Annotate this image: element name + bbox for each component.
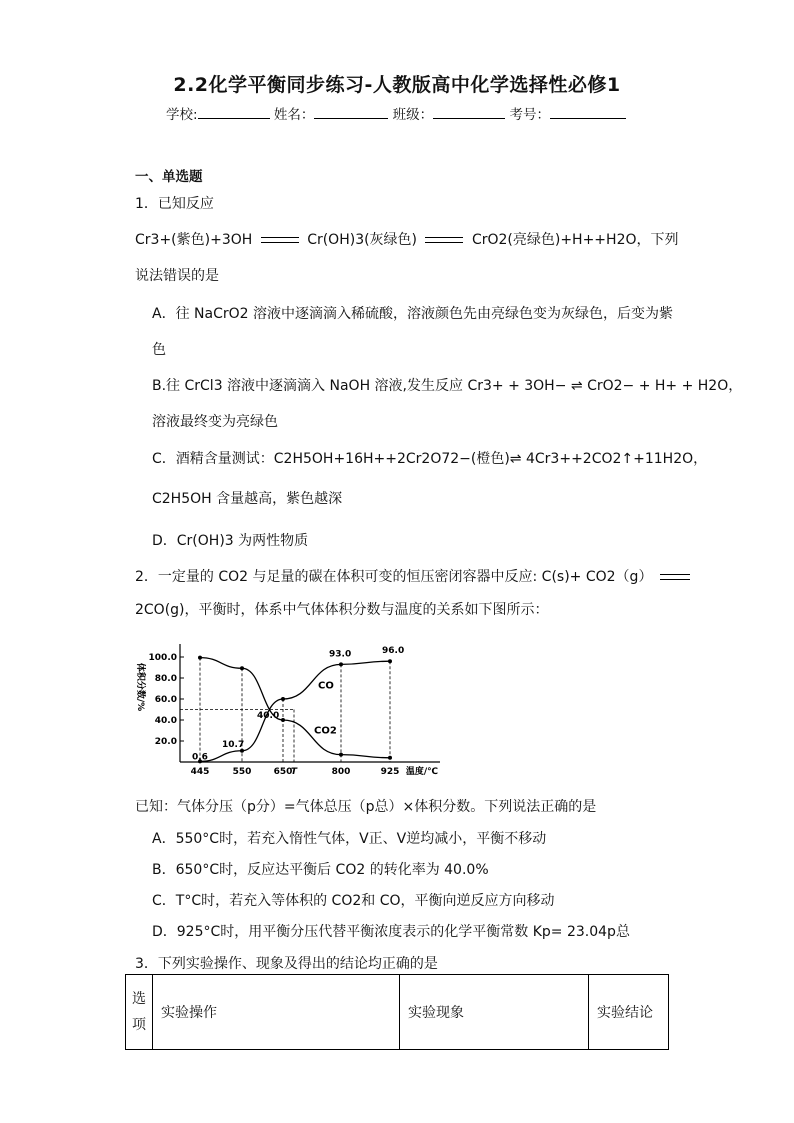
q2-option-d: D．925°C时，用平衡分压代替平衡浓度表示的化学平衡常数 Kp= 23.04p总 <box>152 924 630 940</box>
table-header-operation: 实验操作 <box>153 975 400 1050</box>
q1-eq-right: CrO2(亮绿色)+H++H2O，下列 <box>471 232 679 248</box>
data-label: 10.7 <box>222 739 245 750</box>
equilibrium-arrow-icon <box>261 235 299 245</box>
q1-equation <box>135 229 679 249</box>
data-point <box>339 662 343 666</box>
table-header-option: 选项 <box>126 975 153 1050</box>
y-tick-label: 20.0 <box>154 737 177 747</box>
x-tick-label: 800 <box>331 767 351 777</box>
x-axis-label: 温度/℃ <box>405 767 438 777</box>
table-header-conclusion: 实验结论 <box>589 975 669 1050</box>
q1-eq-mid: Cr(OH)3(灰绿色) <box>307 232 418 248</box>
data-point <box>281 697 285 701</box>
equilibrium-arrow-icon <box>660 572 690 582</box>
q3-stem: 3．下列实验操作、现象及得出的结论均正确的是 <box>135 956 438 972</box>
q1-stem: 1．已知反应 <box>135 196 214 212</box>
name-label: 姓名： <box>273 107 315 123</box>
x-tick-label: 925 <box>380 767 400 777</box>
q2-stem-text: 2．一定量的 CO2 与足量的碳在体积可变的恒压密闭容器中反应: C(s)+ CO2（g） <box>135 569 653 585</box>
section-heading: 一、单选题 <box>135 169 203 185</box>
table-header-phenomenon: 实验现象 <box>400 975 589 1050</box>
page-title: 2.2化学平衡同步练习-人教版高中化学选择性必修1 <box>173 74 621 96</box>
data-label: 0.6 <box>192 752 208 763</box>
x-tick-label: 550 <box>232 767 252 777</box>
q1-option-b-cont: 溶液最终变为亮绿色 <box>152 414 278 430</box>
q3-table <box>125 974 669 1050</box>
data-label: 40.0 <box>257 711 280 721</box>
y-tick-label: 60.0 <box>154 695 177 705</box>
x-tick-label: 650 <box>273 767 293 777</box>
school-label: 学校: <box>166 107 198 123</box>
school-blank <box>198 106 270 119</box>
q2-option-c: C．T°C时，若充入等体积的 CO2和 CO，平衡向逆反应方向移动 <box>152 893 555 909</box>
data-point <box>198 656 202 660</box>
data-point <box>281 718 285 722</box>
q1-eq-left: Cr3+(紫色)+3OH <box>135 232 253 248</box>
series-label-co: CO <box>318 680 334 692</box>
table-header-row <box>126 975 669 1050</box>
x-tick-label: 445 <box>190 767 210 777</box>
y-tick-label: 40.0 <box>154 716 177 726</box>
data-label: 93.0 <box>329 649 352 660</box>
data-label: 96.0 <box>382 646 405 657</box>
y-tick-label: 100.0 <box>148 653 177 663</box>
data-point <box>388 756 392 760</box>
data-point <box>388 659 392 663</box>
q2-stem-line2: 2CO(g)，平衡时，体系中气体体积分数与温度的关系如下图所示： <box>135 602 549 618</box>
class-label: 班级： <box>392 107 434 123</box>
equilibrium-arrow-icon <box>425 235 463 245</box>
q2-stem-line1 <box>135 566 694 586</box>
x-tick-label: T <box>290 767 298 777</box>
q2-option-a: A．550°C时，若充入惰性气体，V正、V逆均减小，平衡不移动 <box>152 831 547 847</box>
data-point <box>240 666 244 670</box>
q2-option-b: B．650°C时，反应达平衡后 CO2 的转化率为 40.0% <box>152 862 489 878</box>
q1-line2: 说法错误的是 <box>135 268 219 284</box>
y-axis-label: 体积分数/% <box>135 662 145 712</box>
q1-option-a-cont: 色 <box>152 342 166 358</box>
y-tick-label: 80.0 <box>154 674 177 684</box>
series-label-co2: CO2 <box>314 725 337 737</box>
class-blank <box>433 106 505 119</box>
q1-option-a: A．往 NaCrO2 溶液中逐滴滴入稀硫酸，溶液颜色先由亮绿色变为灰绿色，后变为紫 <box>152 306 673 322</box>
q1-option-c: C．酒精含量测试：C2H5OH+16H++2Cr2O72−(橙色)⇌ 4Cr3++2CO2↑+11H2O， <box>152 451 708 467</box>
volume-fraction-chart <box>128 632 448 782</box>
data-point <box>339 753 343 757</box>
exam-no-label: 考号： <box>509 107 550 123</box>
q1-option-d: D．Cr(OH)3 为两性物质 <box>152 533 309 549</box>
q1-option-b: B.往 CrCl3 溶液中逐滴滴入 NaOH 溶液,发生反应 Cr3+ + 3OH− ⇌ CrO2− + H+ + H2O， <box>152 378 743 394</box>
exam-no-blank <box>550 106 626 119</box>
q1-option-c-cont: C2H5OH 含量越高，紫色越深 <box>152 491 343 507</box>
name-blank <box>314 106 388 119</box>
q2-known: 已知：气体分压（p分）=气体总压（p总）×体积分数。下列说法正确的是 <box>135 799 597 815</box>
student-info <box>166 103 626 123</box>
